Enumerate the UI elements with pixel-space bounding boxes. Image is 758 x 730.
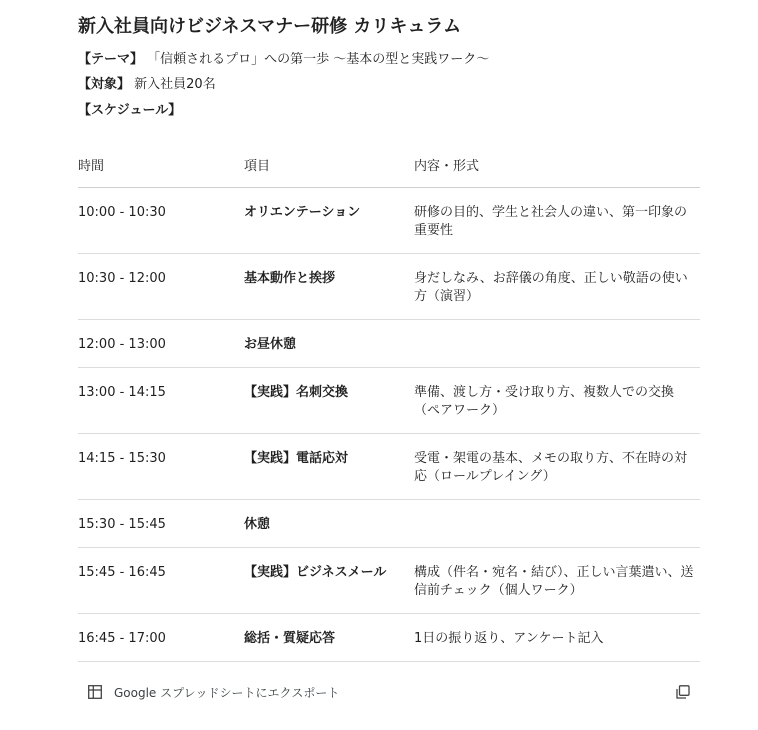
schedule-label: 【スケジュール】 [78,103,182,118]
table-row [78,500,700,548]
cell-time: 12:00 - 13:00 [78,337,166,352]
cell-item: 【実践】ビジネスメール [244,565,387,580]
target-label: 【対象】 [78,77,131,92]
schedule-table [78,142,700,662]
table-row [78,188,700,254]
table-row [78,254,700,320]
cell-content: 研修の目的、学生と社会人の違い、第一印象の重要性 [414,205,688,238]
table-row [78,434,700,500]
cell-time: 13:00 - 14:15 [78,385,166,400]
cell-item: 【実践】名刺交換 [244,385,349,400]
target-line [78,75,216,95]
schedule-heading [78,101,181,121]
page-title: 新入社員向けビジネスマナー研修 カリキュラム [78,16,462,37]
table-row [78,548,700,614]
table-row [78,614,700,662]
cell-time: 14:15 - 15:30 [78,451,166,466]
cell-time: 16:45 - 17:00 [78,631,166,646]
cell-content: 準備、渡し方・受け取り方、複数人での交換（ペアワーク） [414,385,675,418]
copy-icon[interactable] [676,685,690,699]
header-content: 内容・形式 [414,159,480,174]
header-time: 時間 [78,159,105,174]
table-header [78,142,700,188]
cell-item: オリエンテーション [244,205,361,220]
theme-label: 【テーマ】 [78,52,144,67]
cell-item: 総括・質疑応答 [244,631,336,646]
cell-item: 休憩 [244,517,271,532]
cell-content: 1日の振り返り、アンケート記入 [414,631,604,646]
table-grid-icon[interactable] [88,685,102,699]
cell-item: 基本動作と挨拶 [244,271,336,286]
cell-content: 身だしなみ、お辞儀の角度、正しい敬語の使い方（演習） [414,271,688,304]
table-row [78,368,700,434]
cell-content: 構成（件名・宛名・結び）、正しい言葉遣い、送信前チェック（個人ワーク） [414,565,694,598]
cell-item: 【実践】電話応対 [244,451,349,466]
cell-content: 受電・架電の基本、メモの取り方、不在時の対応（ロールプレイング） [414,451,688,484]
cell-time: 15:30 - 15:45 [78,517,166,532]
theme-line [78,50,489,70]
export-to-sheets-button[interactable]: Google スプレッドシートにエクスポート [114,686,340,700]
cell-time: 10:30 - 12:00 [78,271,166,286]
header-item: 項目 [244,159,271,174]
target-value: 新入社員20名 [134,77,216,92]
table-row [78,320,700,368]
theme-value: 「信頼されるプロ」への第一歩 〜基本の型と実践ワーク〜 [147,52,490,67]
cell-item: お昼休憩 [244,337,297,352]
cell-time: 15:45 - 16:45 [78,565,166,580]
cell-time: 10:00 - 10:30 [78,205,166,220]
export-bar [78,682,700,706]
